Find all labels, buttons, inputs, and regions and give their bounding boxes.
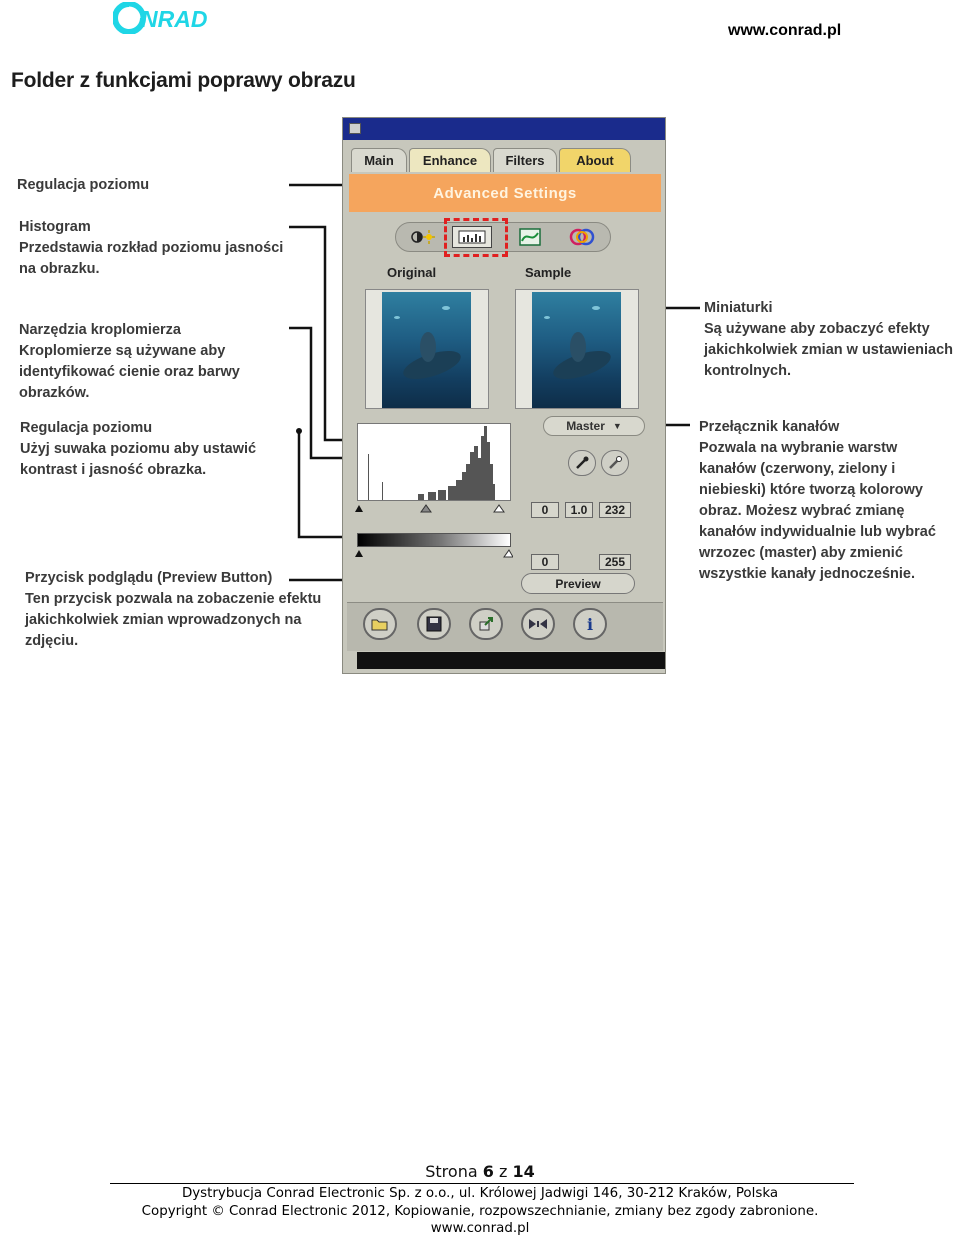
chevron-down-icon: ▼ <box>612 421 622 431</box>
selected-tool-highlight <box>444 218 508 257</box>
footer-url[interactable]: www.conrad.pl <box>430 1221 530 1236</box>
sample-image <box>532 292 621 408</box>
page-current: 6 <box>482 1162 494 1181</box>
annotation-title: Przycisk podglądu (Preview Button) <box>25 570 273 586</box>
annotation-desc: Są używane aby zobaczyć efekty jakichkolwiek zmian w ustawieniach kontrolnych. <box>704 321 954 379</box>
output-min-field[interactable]: 0 <box>531 554 559 570</box>
compare-icon[interactable] <box>521 608 555 640</box>
input-level-slider[interactable] <box>353 502 513 514</box>
annotation-title: Regulacja poziomu <box>17 177 150 193</box>
tab-filters[interactable]: Filters <box>493 148 557 172</box>
page-number <box>0 1162 960 1181</box>
system-menu-icon[interactable] <box>349 123 361 134</box>
footer-address: Dystrybucja Conrad Electronic Sp. z o.o., ul. Królowej Jadwigi 146, 30-212 Kraków, Polska <box>181 1186 779 1201</box>
channel-select-value: Master <box>566 419 605 433</box>
annotation-title: Regulacja poziomu <box>20 420 153 436</box>
black-eyedropper-icon[interactable] <box>568 450 596 476</box>
site-url[interactable]: www.conrad.pl <box>728 22 842 39</box>
original-image <box>382 292 471 408</box>
annotation-desc: Kroplomierze są używane aby identyfikować cienie oraz barwy obrazków. <box>19 343 240 401</box>
color-balance-icon[interactable] <box>562 226 602 248</box>
brightness-icon[interactable] <box>402 226 442 248</box>
annotation-title: Histogram <box>19 219 91 235</box>
white-point-handle <box>494 505 504 512</box>
annotation-title: Miniaturki <box>704 300 773 316</box>
annotation-desc: Pozwala na wybranie warstw kanałów (czerwony, zielony i niebieski) które tworzą kolorowy obraz. Możesz wybrać zmianę kanałów indywidualnie lub wybrać wrzozec (master) aby zmienić wszystkie kanały jednocześnie. <box>699 440 936 582</box>
annotation-desc: Użyj suwaka poziomu aby ustawić kontrast i jasność obrazka. <box>20 441 257 478</box>
histogram-graph <box>357 423 511 501</box>
output-level-slider[interactable] <box>353 547 513 559</box>
curve-icon[interactable] <box>510 226 550 248</box>
tab-enhance[interactable]: Enhance <box>409 148 491 172</box>
original-label: Original <box>387 265 437 280</box>
annotation-desc: Ten przycisk pozwala na zobaczenie efektu jakichkolwiek zmian wprowadzonych na zdjęciu. <box>25 591 322 649</box>
annotation-desc: Przedstawia rozkład poziomu jasności na obrazku. <box>19 240 284 277</box>
tab-main[interactable]: Main <box>351 148 407 172</box>
page-sep: z <box>498 1162 508 1181</box>
midtone-handle <box>421 505 431 512</box>
white-eyedropper-icon[interactable] <box>601 450 629 476</box>
preview-button[interactable]: Preview <box>521 573 635 594</box>
footer-copyright: Copyright © Conrad Electronic 2012, Kopiowanie, rozpowszechnianie, zmiany bez zgody zabronione. <box>141 1204 819 1219</box>
output-max-field[interactable]: 255 <box>599 554 631 570</box>
channel-select[interactable] <box>543 416 645 436</box>
status-bar <box>357 652 665 669</box>
output-black-handle <box>355 550 363 557</box>
annotation-title: Przełącznik kanałów <box>699 419 840 435</box>
output-level-gradient <box>357 533 511 547</box>
enhance-dialog <box>342 117 666 674</box>
white-level-field[interactable]: 232 <box>599 502 631 518</box>
page-prefix: Strona <box>425 1162 478 1181</box>
black-level-field[interactable]: 0 <box>531 502 559 518</box>
tab-about[interactable]: About <box>559 148 631 172</box>
export-icon[interactable] <box>469 608 503 640</box>
page-total: 14 <box>512 1162 535 1181</box>
bottom-toolbar <box>347 602 663 651</box>
svg-text:NRAD: NRAD <box>141 6 208 32</box>
title-bar <box>343 118 665 140</box>
open-folder-icon[interactable] <box>363 608 397 640</box>
sample-label: Sample <box>525 265 572 280</box>
annotation-title: Narzędzia kroplomierza <box>19 322 181 338</box>
black-point-handle <box>355 505 363 512</box>
sample-thumbnail <box>515 289 639 409</box>
output-white-handle <box>504 550 513 557</box>
info-icon[interactable]: i <box>573 608 607 640</box>
original-thumbnail <box>365 289 489 409</box>
footer-divider <box>110 1183 854 1184</box>
panel-title: Advanced Settings <box>349 174 661 212</box>
section-title: Folder z funkcjami poprawy obrazu <box>11 69 356 92</box>
gamma-level-field[interactable]: 1.0 <box>565 502 593 518</box>
save-icon[interactable] <box>417 608 451 640</box>
